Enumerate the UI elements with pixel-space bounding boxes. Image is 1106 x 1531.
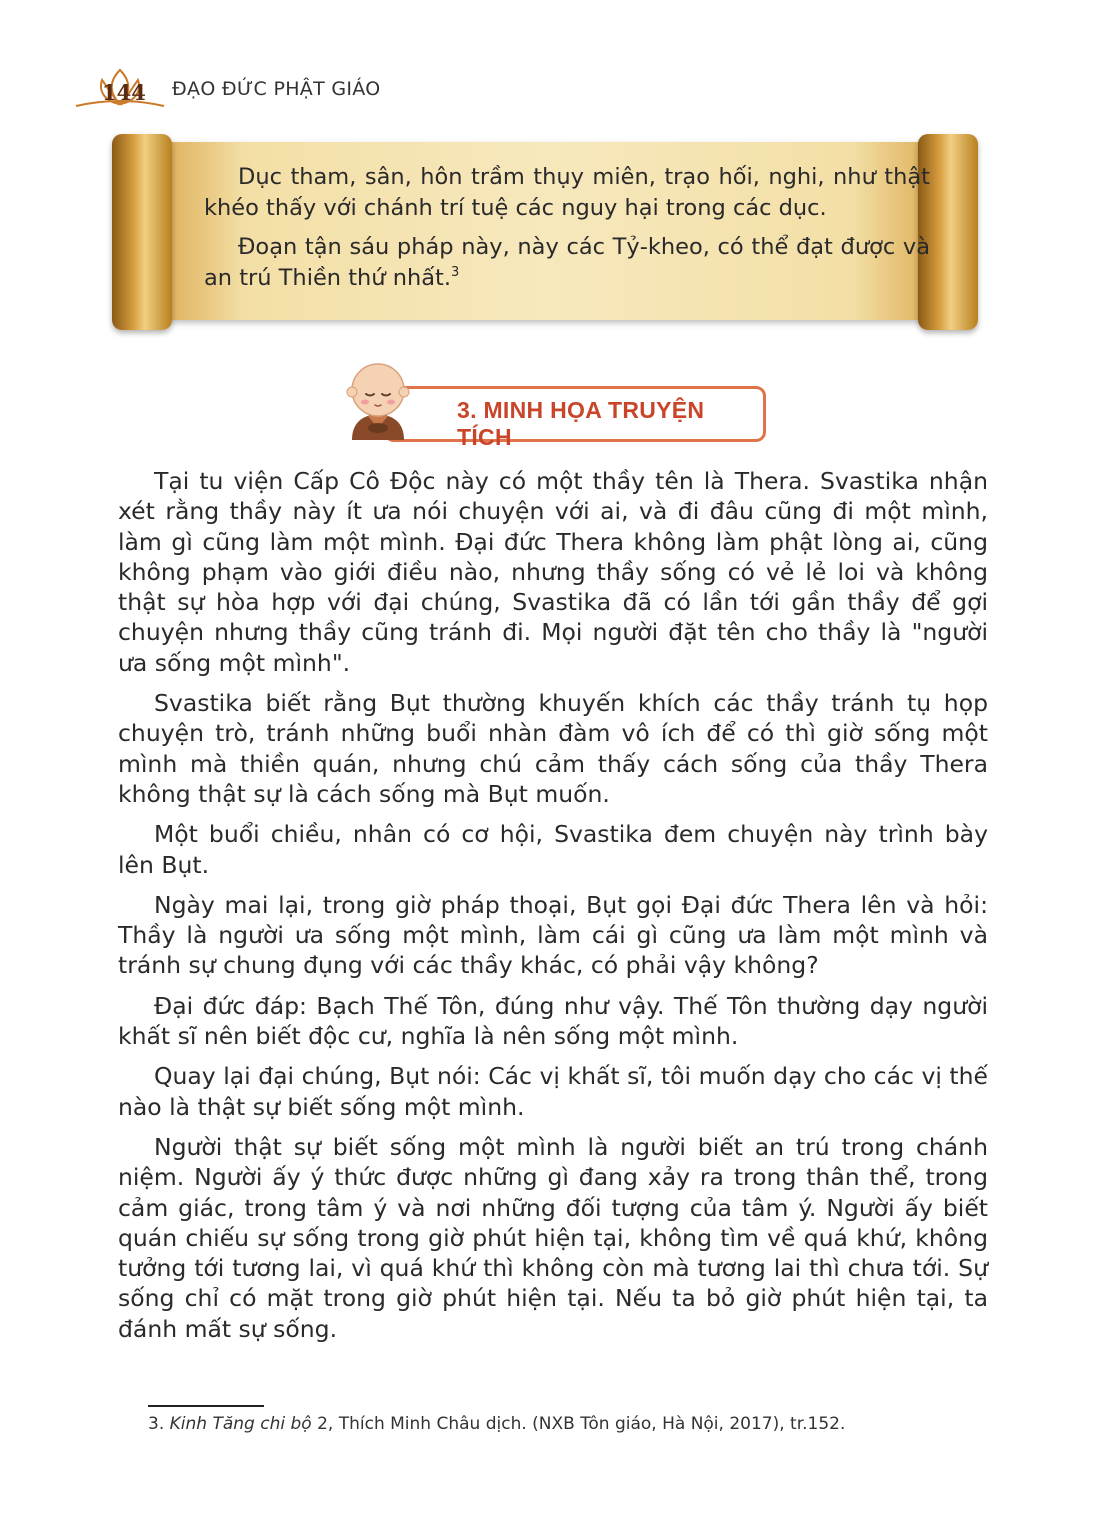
- quote-paragraph-with-ref: [204, 232, 930, 294]
- footnote-ref: 3: [450, 265, 460, 280]
- body-paragraph: Một buổi chiều, nhân có cơ hội, Svastika đem chuyện này trình bày lên Bụt.: [118, 820, 988, 879]
- monk-icon: [338, 356, 428, 446]
- story-body: [118, 466, 988, 1354]
- heading-box: [384, 386, 766, 450]
- quote-scroll: [112, 134, 978, 334]
- quote-text: [204, 162, 930, 302]
- footnote-rest: 2, Thích Minh Châu dịch. (NXB Tôn giáo, Hà Nội, 2017), tr.152.: [311, 1414, 846, 1434]
- page-header: [72, 66, 492, 116]
- section-heading: [338, 356, 764, 450]
- body-paragraph: Svastika biết rằng Bụt thường khuyến khích các thầy tránh tụ họp chuyện trò, tránh những buổi nhàn đàm vô ích để có thì giờ sống một mình mà thiền quán, nhưng chú cảm thấy cách sống của thầy Thera không thật sự là cách sống mà Bụt muốn.: [118, 689, 988, 808]
- page-number: 144: [102, 80, 146, 105]
- body-paragraph: Tại tu viện Cấp Cô Độc này có một thầy tên là Thera. Svastika nhận xét rằng thầy này ít ưa nói chuyện với ai, và đi đâu cũng đi một mình, làm gì cũng làm một mình. Đại đức Thera không làm phật lòng ai, cũng không phạm vào giới điều nào, nhưng thầy sống có vẻ lẻ loi và không thật sự hòa hợp với đại chúng, Svastika đã có lần tới gần thầy để gợi chuyện nhưng thầy cũng tránh đi. Mọi người đặt tên cho thầy là "người ưa sống một mình".: [118, 467, 988, 677]
- footnote-divider: [148, 1405, 264, 1407]
- quote-paragraph-text: Đoạn tận sáu pháp này, này các Tỷ-kheo, có thể đạt được và an trú Thiền thứ nhất.: [204, 234, 930, 291]
- body-paragraph: Quay lại đại chúng, Bụt nói: Các vị khất sĩ, tôi muốn dạy cho các vị thế nào là thật sự biết sống một mình.: [118, 1062, 988, 1121]
- body-paragraph: Ngày mai lại, trong giờ pháp thoại, Bụt gọi Đại đức Thera lên và hỏi: Thầy là người ưa sống một mình, làm cái gì cũng ưa làm một mình và tránh sự chung đụng với các thầy khác, có phải vậy không?: [118, 890, 988, 980]
- section-title: 3. MINH HỌA TRUYỆN TÍCH: [457, 397, 705, 450]
- body-paragraph: Đại đức đáp: Bạch Thế Tôn, đúng như vậy. Thế Tôn thường dạy người khất sĩ nên biết độc cư, nghĩa là nên sống một mình.: [118, 991, 988, 1051]
- footnote: [148, 1414, 845, 1434]
- body-paragraph: Người thật sự biết sống một mình là người biết an trú trong chánh niệm. Người ấy ý thức được những gì đang xảy ra trong thân thể, trong cảm giác, trong tâm ý và nơi những đối tượng của tâm ý. Người ấy biết quán chiếu sự sống trong giờ phút hiện tại, không tìm về quá khứ, không tưởng tới tương lai, vì quá khứ thì không còn mà tương lai thì chưa tới. Sự sống chỉ có mặt trong giờ phút hiện tại. Nếu ta bỏ giờ phút hiện tại, ta đánh mất sự sống.: [118, 1132, 988, 1343]
- quote-paragraph: Dục tham, sân, hôn trầm thụy miên, trạo hối, nghi, như thật khéo thấy với chánh trí tuệ các nguy hại trong các dục.: [204, 164, 930, 221]
- running-title: ĐẠO ĐỨC PHẬT GIÁO: [172, 78, 381, 100]
- scroll-roll-left: [112, 134, 172, 330]
- footnote-title: Kinh Tăng chi bộ: [169, 1414, 312, 1434]
- footnote-number: 3.: [148, 1414, 165, 1434]
